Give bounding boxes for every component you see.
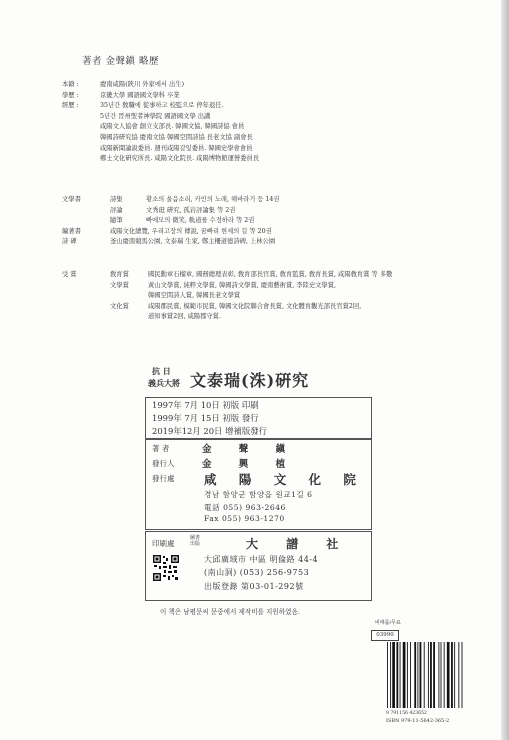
publisher-box [145,438,372,530]
heading-kicker-top: 抗 日 [152,366,171,376]
bio-title: 著者 金聲鎭 略歷 [82,56,160,67]
author-name: 金 聲 鎭 [202,444,298,455]
book-colophon-page: 著者 金聲鎭 略歷 本籍 : 慶南咸陽(陝川 外家에서 出生) 學歷 : 京畿大學 國語國文學科 卒業 經歷 : 35년간 敎職에 從事하고 校監으로 停年退任. 5년간 晉州聖者神學院 國語國文學 出講 咸陽文人協會 創立支部長. 韓國文協, 韓國詩協 會員 韓國詩硏究協 慶南文協 韓國空間詩協 長老文協 副會長 咸陽新聞論說委員. 週刊咸陽갈잎委員. 韓國史學會會員 鄕土文化硏究所長. 咸陽文化院長. 咸陽博物館運營委員長 文學書 詩集 황소의 울음소리, 카인의 노래, 해바라기 등 14권 評論 文秀珽 硏究, 孤岩評論集 等 2권 隨筆 빠에모의 微笑, 軌道를 수정하라 等 2권 編著書 咸陽文化總覽, 우리고장의 傳說, 꿈빠리 현세의 길 等 20권 詩 碑 釜山慶南競馬公園, 文泰瑞 生家, 鄭主柵道德詩碑, 上林公園 受 賞 敎育賞 國民勳章石榴章, 國務總理表彰, 敎育部長官賞, 敎育監賞, 敎育長賞, 咸陽敎育賞 等 多數 文學賞 黃山文學賞, 純粹文學賞, 韓國詩文學賞, 慶南藝術賞, 李陸史文學賞, 韓國空間詩人賞, 韓國長老文學賞 文化賞 咸陽郡民賞, 模範市民賞, 韓國文化院聯合會長賞, 文化體育觀光部長官賞2回, 道知事賞2回, 咸陽郡守賞. 抗 日 義兵大將 文泰瑞(洙)硏究 1997年 7月 10日 初版 印刷 1999年 7月 15日 初版 發行 2019年12月 20日 增補版發行 著 者 金 聲 鎭 發行人 金 興 植 發行處 咸 陽 文 化 院 경남 함양군 함양읍 원교1길 6 電話 055) 963-2646 Fax 055) 963-1270 印刷處 圖書出版 大 譜 社 大邱廣域市 中區 明倫路 44-4 (南山洞) (053) 256-9753 出版登錄 第03-01-292號 이 책은 남평문씨 문중에서 제작비를 지원하였음. 비매품/무료 03990 9 791156 423652 ISBN 979-11-5642-365-2 [0,0,509,740]
colophon-heading [148,366,368,396]
barcode-area [371,630,491,726]
office-address: 경남 함양군 함양읍 원교1길 6 [204,490,313,499]
book-title: 文泰瑞(洙)硏究 [190,371,310,390]
issuer-name: 金 興 植 [202,459,298,470]
author-label: 著 者 [152,444,170,453]
print-date: 2019年12月 20日 增補版發行 [152,426,267,436]
printer-sub: 圖書出版 [190,535,201,547]
printer-phone: (南山洞) (053) 256-9753 [204,568,310,577]
print-date: 1999年 7月 15日 初版 發行 [152,413,259,423]
office-label: 發行處 [152,474,175,483]
print-dates-box [145,397,372,440]
office-fax: Fax 055) 963-1270 [204,514,285,523]
issuer-label: 發行人 [152,459,175,468]
printer-registration: 出版登錄 第03-01-292號 [204,582,304,591]
isbn-digits: 9 791156 423652 [386,711,427,716]
qr-code-icon [152,554,180,582]
printer-address: 大邱廣域市 中區 明倫路 44-4 [204,555,319,564]
sponsor-note: 이 책은 남평문씨 문중에서 제작비를 지원하였음. [160,608,300,616]
barcode-addon-box: 03990 [371,630,399,641]
barcode-icon [385,642,485,710]
office-phone: 電話 055) 963-2646 [204,503,286,512]
printer-label: 印刷處 [152,539,175,548]
price-label: 비매품/무료 [375,620,401,626]
printer-box [145,531,372,601]
awards-label: 受 賞 [62,271,77,278]
printer-name: 大 譜 社 [246,537,351,551]
isbn-number: ISBN 979-11-5642-365-2 [386,718,450,724]
heading-kicker-main: 義兵大將 [148,378,180,388]
page-edge-shadow [501,0,509,740]
print-date: 1997年 7月 10日 初版 印刷 [152,400,259,410]
office-name: 咸 陽 文 化 院 [204,472,365,487]
books-label: 文學書 [62,196,81,203]
